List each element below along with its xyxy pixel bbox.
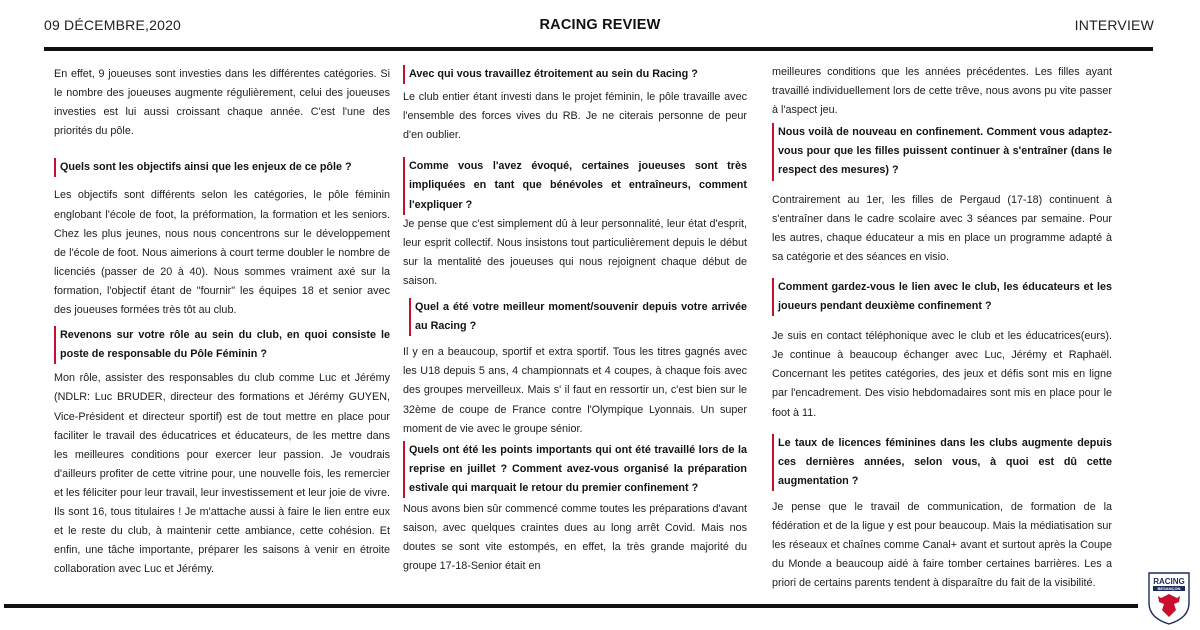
question-volunteers: Comme vous l'avez évoqué, certaines joueuses sont très impliquées en tant que bénévoles et entraîneurs, comment l'expliquer ?	[403, 157, 747, 214]
answer-collaborators: Le club entier étant investi dans le projet féminin, le pôle travaille avec l'ensemble des forces vives du RB. Je ne citerais personne de peur d'en oublier.	[403, 91, 747, 142]
paragraph-continuation: meilleures conditions que les années précédentes. Les filles ayant travaillé individuellement lors de cette trêve, nous avons pu vite passer à l'aspect jeu.	[772, 66, 1112, 117]
column-middle	[403, 65, 747, 576]
section-label: INTERVIEW	[1074, 17, 1154, 33]
question-lockdown: Nous voilà de nouveau en confinement. Comment vous adaptez-vous pour que les filles puissent continuer à s'entraîner (dans le respect des mesures) ?	[772, 123, 1112, 180]
answer-keeping-contact: Je suis en contact téléphonique avec le club et les éducatrices(eurs). Je continue à beaucoup échanger avec Luc, Jérémy et Raphaël. Concernant les petites catégories, des jeux et défis sont mis en ligne par l'encadrement. Des visio hebdomadaires sont mis en place pour le foot à 11.	[772, 330, 1112, 419]
answer-role: Mon rôle, assister des responsables du club comme Luc et Jérémy (NDLR: Luc BRUDER, directeur des formations et Jérémy GUYEN, Vice-Président et directeur sportif) est de tout mettre en place pour faciliter le travail des éducatrices et éducateurs, de les mettre dans les meilleures conditions pour exercer leur passion. Je voudrais d'ailleurs profiter de cette vitrine pour, une nouvelle fois, les remercier et les féliciter pour leur travail, leur investissement et leur joie de vivre. Ils sont 16, tous titulaires ! Je m'attache aussi à faire le lien entre eux et le reste du club, à maintenir cette ambiance, cette cohésion. Et enfin, une tâche importante, préparer les saisons à venir en étroite collaboration avec Luc et Jérémy.	[54, 372, 390, 576]
racing-besancon-logo	[1146, 571, 1192, 625]
question-collaborators: Avec qui vous travaillez étroitement au sein du Racing ?	[403, 65, 747, 84]
answer-license-growth: Je pense que le travail de communication, de formation de la fédération et de la ligue y est pour beaucoup. Mais la médiatisation sur les réseaux et chaînes comme Canal+ avant et surtout après la Coupe du Monde a beaucoup aidé à faire tomber certaines barrières. Les a priori de certains parents tendent à disparaître du fait de la visibilité.	[772, 500, 1112, 590]
header-rule	[44, 47, 1153, 51]
answer-objectives: Les objectifs sont différents selon les catégories, le pôle féminin englobant l'école de foot, la préformation, la formation et les seniors. Chez les plus jeunes, nous nous concentrons sur le développement de l'école de foot. Nous aimerions à court terme doubler le nombre de licenciés (passer de 20 à 40). Nous sommes vraiment axé sur la formation, l'objectif étant de "fournir" les équipes 18 et senior avec des joueuses formées très tôt au club.	[54, 189, 390, 317]
issue-date: 09 DÉCEMBRE,2020	[44, 17, 182, 33]
column-right	[772, 63, 1112, 593]
question-best-moment: Quel a été votre meilleur moment/souvenir depuis votre arrivée au Racing ?	[409, 298, 747, 336]
paragraph-intro: En effet, 9 joueuses sont investies dans les différentes catégories. Si le nombre des joueuses augmente régulièrement, celui des joueuses investies est lui aussi croissant chaque année. C'est l'une des priorités du pôle.	[54, 68, 390, 138]
question-license-growth: Le taux de licences féminines dans les clubs augmente depuis ces dernières années, selon vous, à quoi est dû cette augmentation ?	[772, 434, 1112, 491]
question-keeping-contact: Comment gardez-vous le lien avec le club, les éducateurs et les joueurs pendant deuxième confinement ?	[772, 278, 1112, 316]
logo-line-1: RACING	[1153, 577, 1185, 586]
column-left	[54, 65, 390, 579]
logo-line-2: BESANÇON	[1157, 586, 1181, 591]
question-preseason: Quels ont été les points importants qui ont été travaillé lors de la reprise en juillet ? Comment avez-vous organisé la préparation estivale qui marquait le retour du premier confinement ?	[403, 441, 747, 498]
answer-volunteers: Je pense que c'est simplement dû à leur personnalité, leur état d'esprit, leur esprit collectif. Nous insistons tout particulièrement depuis le début sur la mentalité des joueuses qui nous rejoignent chaque début de saison.	[403, 217, 747, 287]
question-objectives: Quels sont les objectifs ainsi que les enjeux de ce pôle ?	[54, 158, 390, 177]
answer-best-moment: Il y en a beaucoup, sportif et extra sportif. Tous les titres gagnés avec les U18 depuis 5 ans, 4 championnats et 4 coupes, à chaque fois avec des groupes merveilleux. Mais s' il faut en ressortir un, c'est bien sur le 32ème de coupe de France contre l'Olympique Lyonnais. Un super moment de vie avec le groupe sénior.	[403, 346, 747, 435]
answer-preseason: Nous avons bien sûr commencé comme toutes les préparations d'avant saison, avec quelques craintes dues au long arrêt Covid. Mais nos doutes se sont vite estompés, en effet, la très grande majorité du groupe 17-18-Senior était en	[403, 502, 747, 573]
publication-title: RACING REVIEW	[539, 17, 661, 33]
answer-lockdown: Contrairement au 1er, les filles de Pergaud (17-18) continuent à s'entraîner dans le cadre scolaire avec 3 séances par semaine. Pour les autres, chaque éducateur a mis en place un programme adapté à sa catégorie et des séances en visio.	[772, 193, 1112, 263]
question-role: Revenons sur votre rôle au sein du club, en quoi consiste le poste de responsable du Pôle Féminin ?	[54, 326, 390, 364]
footer-rule	[4, 604, 1138, 608]
